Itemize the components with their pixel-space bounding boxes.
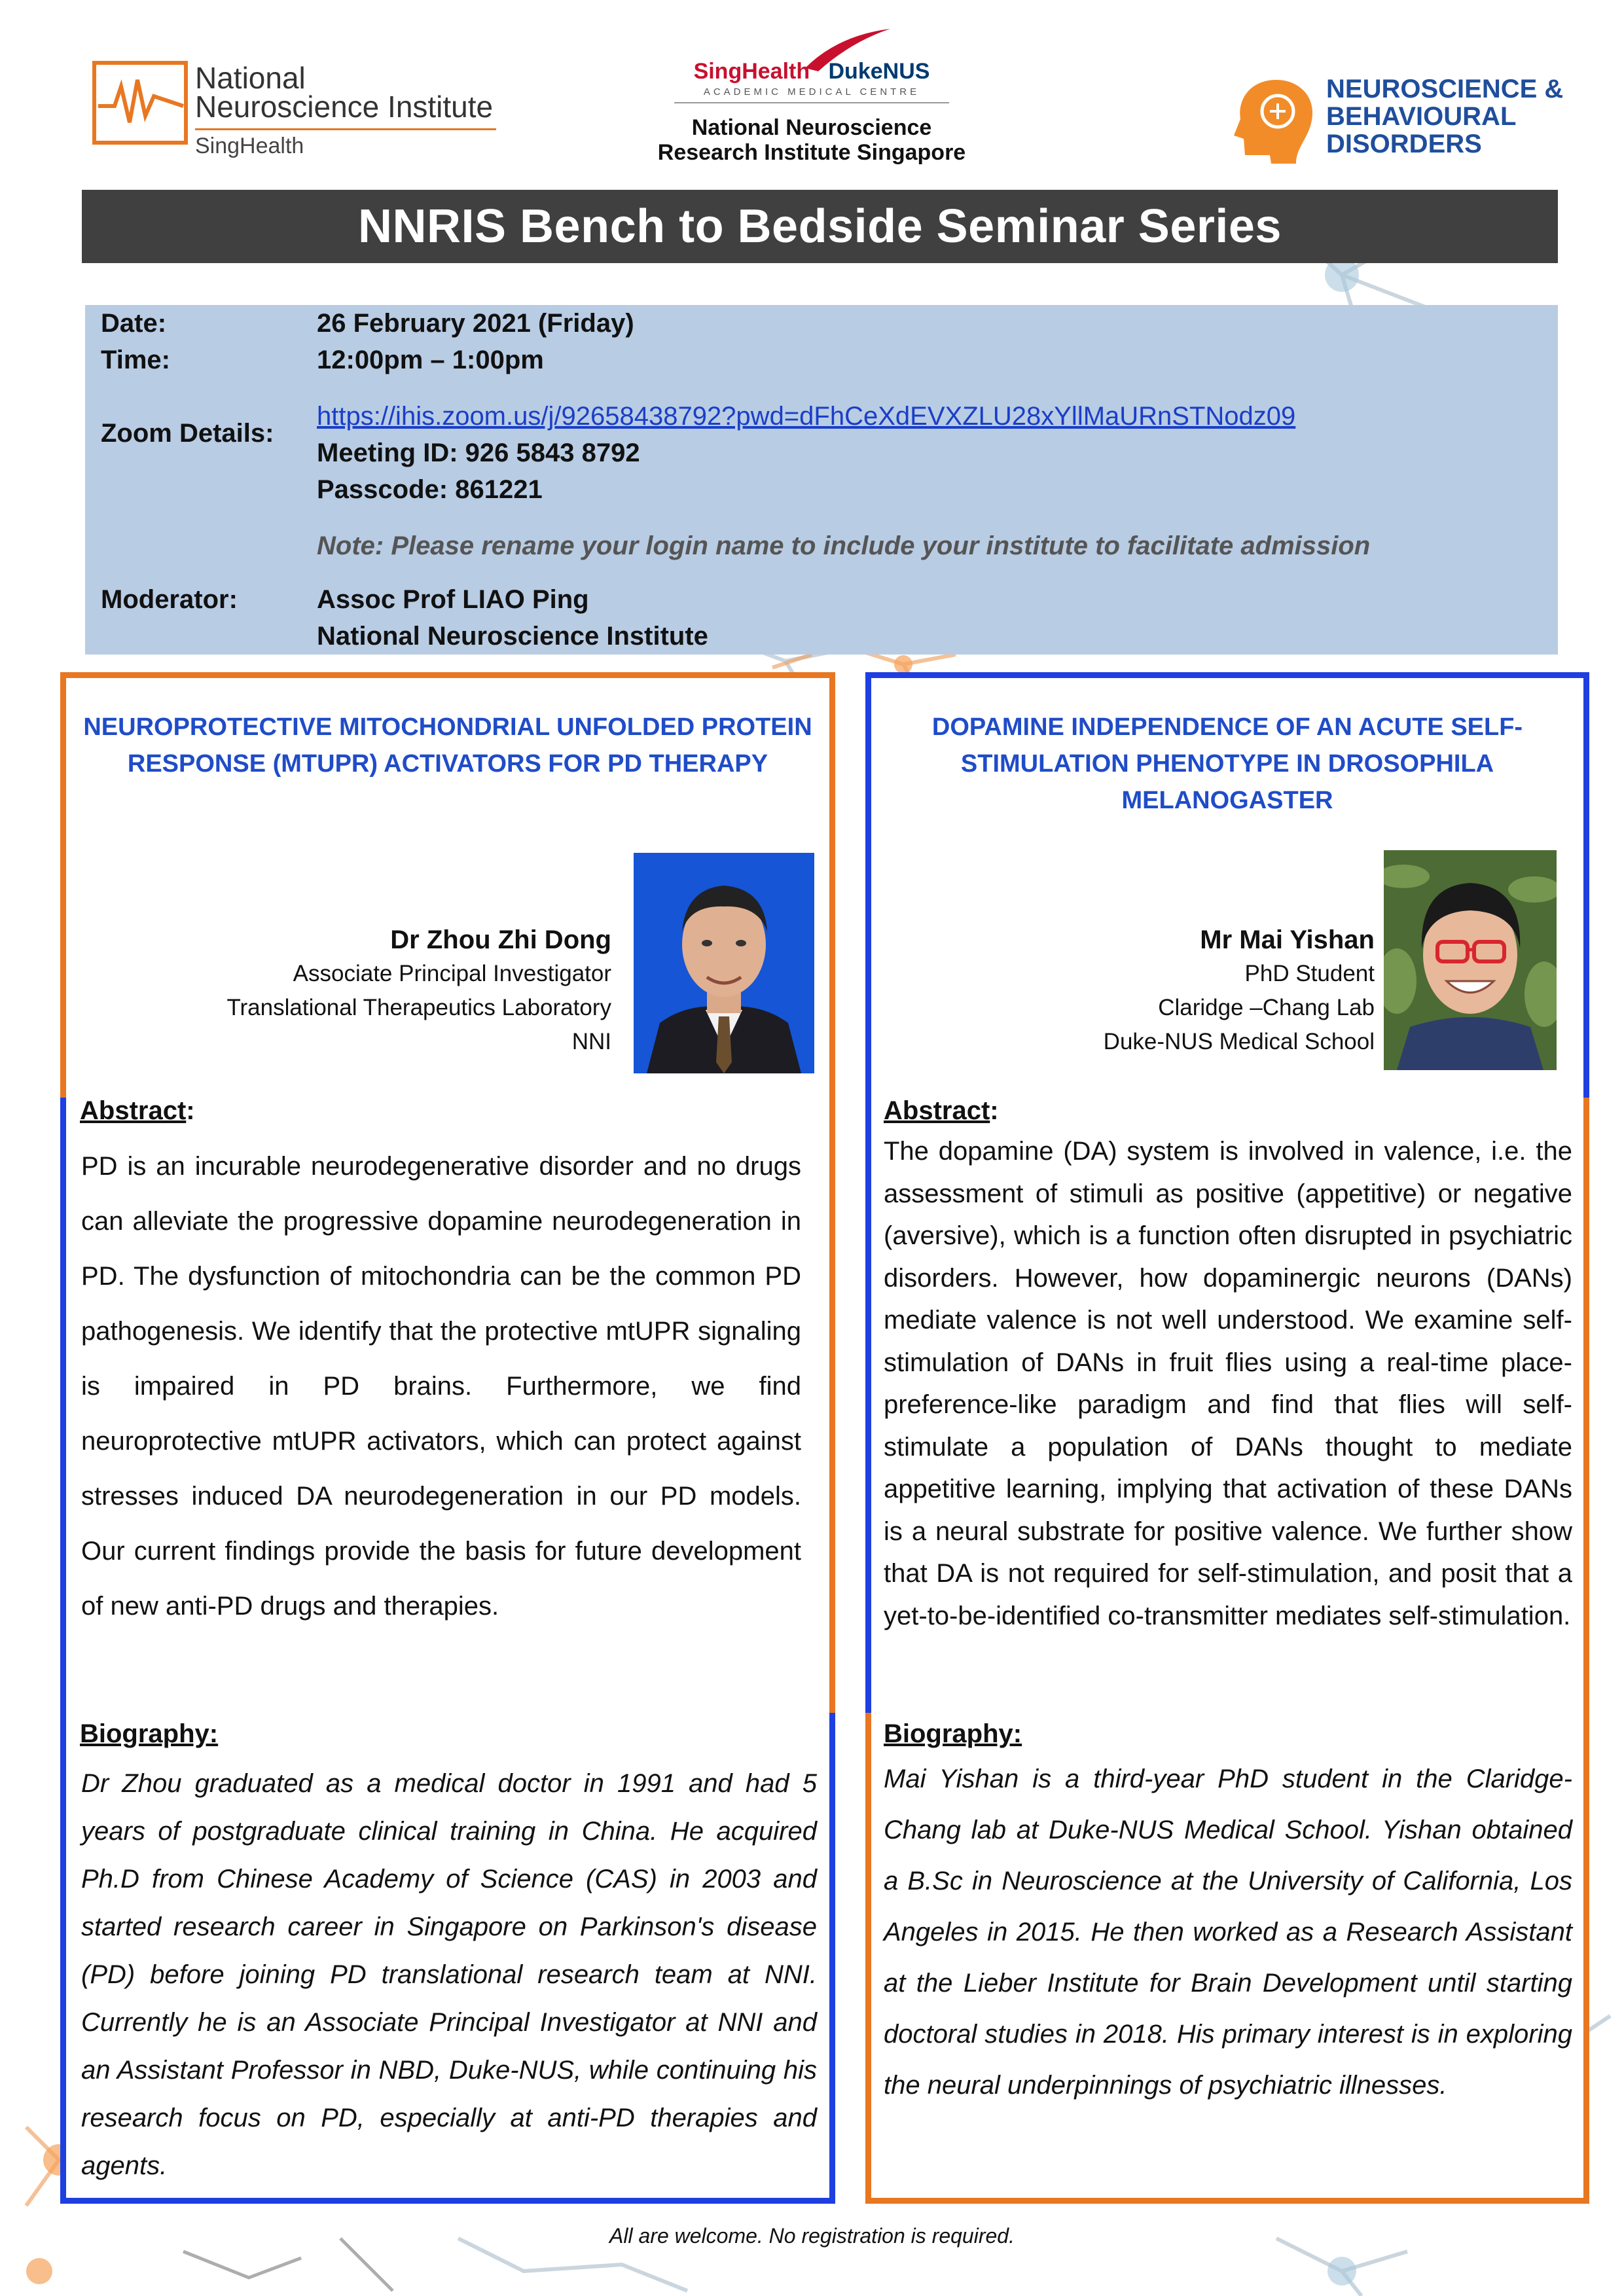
card-border-left-upper-right: [865, 672, 871, 1713]
rename-note: Note: Please rename your login name to include your institute to facilitate admission: [317, 531, 1371, 560]
speaker-right-lab: Claridge –Chang Lab: [1158, 995, 1375, 1020]
abstract-colon-left: :: [186, 1096, 195, 1125]
singhealth-wordmark: SingHealth: [693, 59, 810, 84]
talk-title-right-line3: MELANOGASTER: [1121, 787, 1333, 814]
biography-text-left: Dr Zhou graduated as a medical doctor in 1991 and had 5 years of postgraduate clinical training in China. He acquired Ph.D from Chinese Academy of Science (CAS) in 2003 and started research career in Singapore on Parkinson's disease (PD) before joining PD translational research team at NNI. Currently he is an Associate Principal Investigator at NNI and an Assistant Professor in NBD, Duke-NUS, while continuing his research focus on PD, especially at anti-PD therapies and agents.: [81, 1769, 817, 2180]
speaker-left-lab: Translational Therapeutics Laboratory: [226, 995, 611, 1020]
card-border-top: [60, 672, 835, 678]
card-border-top-right: [865, 672, 1589, 678]
nnris-divider: [674, 102, 949, 103]
brain-head-icon: [1231, 73, 1316, 165]
moderator-name: Assoc Prof LIAO Ping: [317, 585, 589, 614]
nni-logo: [92, 60, 497, 171]
speaker-right-org: Duke-NUS Medical School: [1103, 1029, 1375, 1054]
speaker-right: [878, 923, 1375, 1059]
card-border-right-lower: [829, 1713, 835, 2204]
talk-title-right-line1: DOPAMINE INDEPENDENCE OF AN ACUTE SELF-: [931, 713, 1523, 741]
nnris-name-line1: National Neuroscience: [691, 115, 932, 140]
talk-title-right: [878, 709, 1576, 819]
nnris-brand-line: [628, 59, 995, 84]
speaker-right-photo: [1384, 850, 1557, 1070]
card-border-bottom-right: [865, 2198, 1589, 2204]
speaker-right-name: Mr Mai Yishan: [1200, 925, 1375, 954]
speaker-left-name: Dr Zhou Zhi Dong: [390, 925, 611, 954]
date-label: Date:: [101, 309, 167, 338]
amc-label: ACADEMIC MEDICAL CENTRE: [703, 86, 920, 98]
nni-wave-icon: [92, 60, 190, 145]
nnris-name-line2: Research Institute Singapore: [657, 140, 966, 165]
zoom-label: Zoom Details:: [101, 419, 274, 448]
nbd-line1: NEUROSCIENCE &: [1326, 75, 1564, 103]
moderator-org: National Neuroscience Institute: [317, 622, 708, 651]
card-border-bottom: [60, 2198, 835, 2204]
talk-title-left-line2: RESPONSE (MTUPR) ACTIVATORS FOR PD THERAPY: [127, 750, 768, 778]
card-border-left-lower-right: [865, 1713, 871, 2204]
moderator-label: Moderator:: [101, 585, 238, 614]
nni-subtitle: SingHealth: [195, 134, 304, 158]
nni-name-line1: National: [195, 61, 306, 95]
abstract-label-left: Abstract: [80, 1096, 187, 1125]
card-border-right-upper: [829, 672, 835, 1713]
card-border-right-upper-right: [1583, 672, 1589, 1098]
speaker-left-photo: [634, 853, 814, 1073]
talk-title-left-line1: NEUROPROTECTIVE MITOCHONDRIAL UNFOLDED PROTEIN: [83, 713, 812, 741]
seminar-title-bar: [82, 190, 1558, 263]
abstract-text-left: PD is an incurable neurodegenerative disorder and no drugs can alleviate the progressive dopamine neurodegeneration in PD. The dysfunction of mitochondria can be the common PD pathogenesis. We identify that the protective mtUPR signaling is impaired in PD brains. Furthermore, we find neuroprotective mtUPR activators, which can protect against stresses induced DA neurodegeneration in our PD models. Our current findings provide the basis for future development of new anti-PD drugs and therapies.: [81, 1152, 801, 1621]
meeting-id: Meeting ID: 926 5843 8792: [317, 439, 640, 467]
abstract-text-right: The dopamine (DA) system is involved in valence, i.e. the assessment of stimuli as positive (appetitive) or negative (aversive), which is a function often disrupted in psychiatric disorders. However, how dopaminergic neurons (DANs) mediate valence is not well understood. We examine self-stimulation of DANs in fruit flies using a real-time place-preference-like paradigm and find that flies will self-stimulate a population of DANs thought to mediate appetitive learning, implying that activation of these DANs is a neural substrate for positive valence. We further show that DA is not required for self-stimulation, and posit that a yet-to-be-identified co-transmitter mediates self-stimulation.: [884, 1137, 1572, 1630]
speaker-left: [73, 923, 611, 1059]
nbd-logo: [1231, 73, 1571, 171]
date-value: 26 February 2021 (Friday): [317, 309, 634, 338]
biography-heading-left: [80, 1719, 218, 1749]
event-info-panel: [85, 305, 1558, 655]
nnris-logo: [628, 22, 995, 173]
passcode: Passcode: 861221: [317, 475, 543, 504]
nbd-line3: DISORDERS: [1326, 130, 1482, 158]
footer-note: All are welcome. No registration is required.: [609, 2224, 1015, 2248]
nni-name-line2: Neuroscience Institute: [195, 90, 494, 124]
talk-title-left: [73, 709, 822, 782]
time-value: 12:00pm – 1:00pm: [317, 346, 544, 374]
seminar-title: NNRIS Bench to Bedside Seminar Series: [358, 200, 1282, 253]
card-border-left-upper: [60, 672, 66, 1098]
card-border-left-lower: [60, 1098, 66, 2204]
abstract-heading-right: [884, 1096, 999, 1126]
abstract-label-right: Abstract: [884, 1096, 990, 1125]
nni-divider: [195, 128, 496, 130]
talk-card-left: [60, 672, 835, 2204]
nbd-line2: BEHAVIOURAL: [1326, 102, 1517, 131]
biography-text-right: Mai Yishan is a third-year PhD student in the Claridge-Chang lab at Duke-NUS Medical School. Yishan obtained a B.Sc in Neuroscience at the University of California, Los Angeles in 2015. He then worked as a Research Assistant at the Lieber Institute for Brain Development until starting doctoral studies in 2018. His primary interest is in exploring the neural underpinnings of psychiatric illnesses.: [884, 1765, 1572, 2100]
speaker-left-role: Associate Principal Investigator: [293, 961, 611, 986]
biography-label-right: Biography:: [884, 1719, 1022, 1748]
time-label: Time:: [101, 346, 170, 374]
abstract-heading-left: [80, 1096, 195, 1126]
dukenus-wordmark: DukeNUS: [828, 59, 930, 84]
talk-card-right: [865, 672, 1589, 2204]
speaker-left-org: NNI: [571, 1029, 611, 1054]
biography-label-left: Biography:: [80, 1719, 219, 1748]
card-border-right-lower-right: [1583, 1098, 1589, 2204]
talk-title-right-line2: STIMULATION PHENOTYPE IN DROSOPHILA: [960, 750, 1494, 778]
zoom-link[interactable]: https://ihis.zoom.us/j/92658438792?pwd=dFhCeXdEVXZLU28xYllMaURnSTNodz09: [317, 402, 1296, 431]
speaker-right-role: PhD Student: [1244, 961, 1375, 986]
biography-heading-right: [884, 1719, 1022, 1749]
abstract-colon-right: :: [990, 1096, 999, 1125]
